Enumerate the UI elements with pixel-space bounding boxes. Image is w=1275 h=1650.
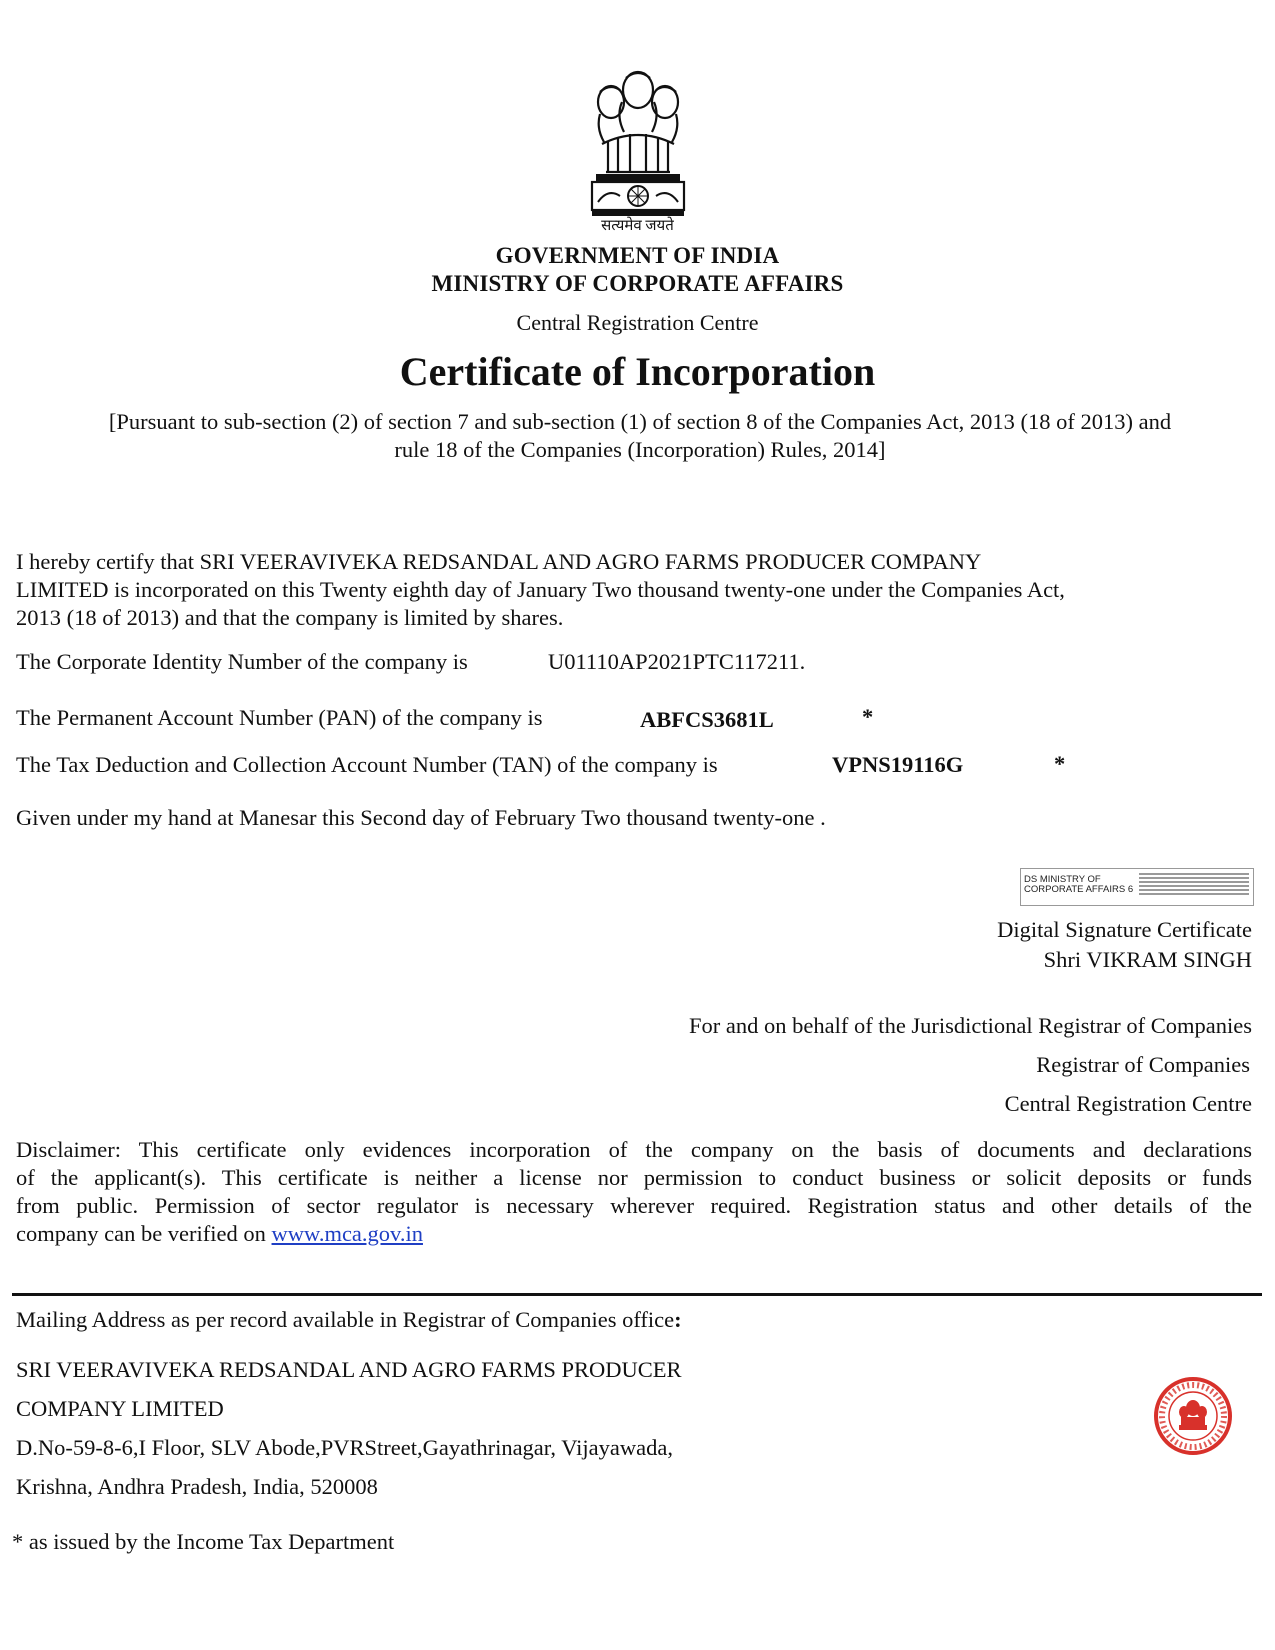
footnote-text: as issued by the Income Tax Department [28,1529,395,1554]
disclaimer-line-2: of the applicant(s). This certificate is neither a license nor permission to conduct business or solicit deposits or funds [16,1165,1252,1190]
disclaimer-line-3: from public. Permission of sector regulator is necessary wherever required. Registration status and other details of the [16,1193,1252,1218]
ministry-heading: MINISTRY OF CORPORATE AFFAIRS [431,271,844,296]
mca-website-link[interactable]: www.mca.gov.in [271,1221,423,1246]
signatory-name: Shri VIKRAM SINGH [1043,947,1252,972]
cin-value: U01110AP2021PTC117211. [548,649,806,674]
ds-fine-print [1139,871,1249,897]
government-heading: GOVERNMENT OF INDIA [495,243,780,268]
given-statement: Given under my hand at Manesar this Second day of February Two thousand twenty-one . [16,805,826,830]
pursuant-line-1: [Pursuant to sub-section (2) of section 7 and sub-section (1) of section 8 of the Companies Act, 2013 (18 of 2013) and [108,409,1172,434]
pan-label: The Permanent Account Number (PAN) of the company is [16,705,543,730]
tan-label: The Tax Deduction and Collection Account Number (TAN) of the company is [16,752,718,777]
disclaimer-line-1: Disclaimer: This certificate only evidences incorporation of the company on the basis of documents and declarations [16,1137,1252,1162]
mailing-line-3: D.No-59-8-6,I Floor, SLV Abode,PVRStreet,Gayathrinagar, Vijayawada, [16,1435,673,1460]
footnote-asterisk: * [12,1529,24,1554]
mailing-heading-colon: : [674,1307,682,1332]
cin-label: The Corporate Identity Number of the company is [16,649,468,674]
centre-subheading: Central Registration Centre [516,310,759,335]
signature-certificate-label: Digital Signature Certificate [997,917,1252,942]
behalf-line: For and on behalf of the Jurisdictional Registrar of Companies [688,1013,1252,1038]
registrar-seal-icon [1152,1375,1234,1457]
tan-value: VPNS19116G [832,752,964,777]
page-title: Certificate of Incorporation [399,349,876,394]
mailing-line-2: COMPANY LIMITED [16,1396,224,1421]
tan-asterisk: * [1054,751,1066,776]
section-divider [12,1293,1262,1296]
ds-line-1: DS MINISTRY OF [1024,874,1101,885]
mailing-line-4: Krishna, Andhra Pradesh, India, 520008 [16,1474,378,1499]
pursuant-line-2: rule 18 of the Companies (Incorporation) Rules, 2014] [394,437,886,462]
certification-line-2: LIMITED is incorporated on this Twenty eighth day of January Two thousand twenty-one under the Companies Act, [16,577,1065,602]
emblem-motto: सत्यमेव जयते [601,218,674,234]
disclaimer-line-4 [16,1220,423,1248]
digital-signature-stamp [1020,868,1254,906]
mailing-heading [16,1306,682,1334]
disclaimer-verify-text: company can be verified on [16,1221,266,1246]
certification-line-3: 2013 (18 of 2013) and that the company is limited by shares. [16,605,564,630]
pan-asterisk: * [862,704,874,729]
pan-value: ABFCS3681L [640,707,774,732]
registrar-line: Registrar of Companies [1036,1052,1250,1077]
ds-line-2: CORPORATE AFFAIRS 6 [1024,884,1134,895]
mailing-line-1: SRI VEERAVIVEKA REDSANDAL AND AGRO FARMS PRODUCER [16,1357,682,1382]
footnote [12,1528,394,1556]
state-emblem-icon [578,62,698,232]
certification-line-1: I hereby certify that SRI VEERAVIVEKA REDSANDAL AND AGRO FARMS PRODUCER COMPANY [16,549,982,574]
mailing-heading-text: Mailing Address as per record available in Registrar of Companies office [16,1307,675,1332]
signature-centre-line: Central Registration Centre [1004,1091,1252,1116]
